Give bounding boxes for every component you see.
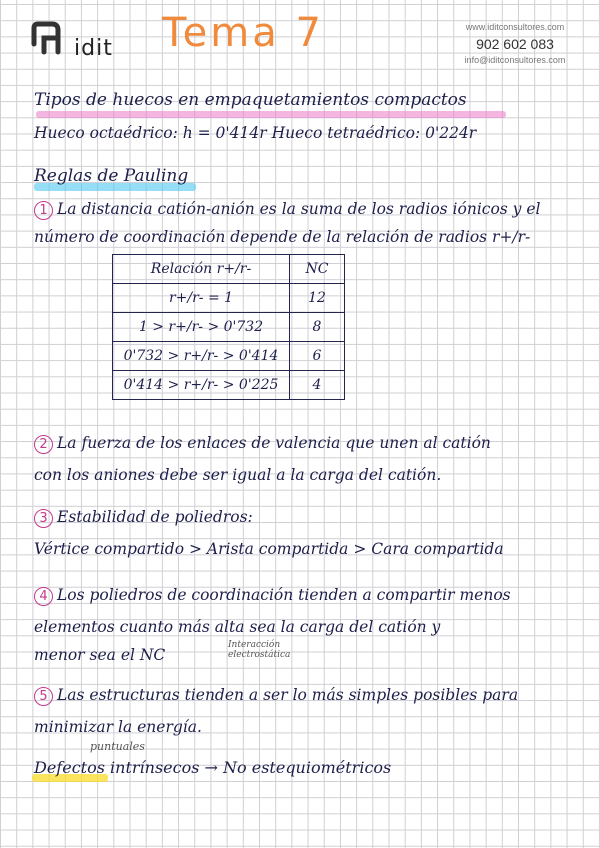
- rule-3: [34, 508, 253, 528]
- note-puntuales: puntuales: [90, 740, 145, 753]
- table-cell-ratio: r+/r- = 1: [113, 284, 290, 313]
- table-row: [113, 284, 345, 313]
- idit-logo: [28, 18, 148, 66]
- word-intrinsecos: intrínsecos: [110, 758, 200, 777]
- rule-2: [34, 434, 491, 454]
- table-header-nc: NC: [290, 255, 345, 284]
- table-cell-nc: 12: [290, 284, 345, 313]
- section-heading-pauling: Reglas de Pauling: [34, 166, 189, 186]
- rule-number-3: 3: [34, 509, 53, 528]
- table-cell-nc: 4: [290, 371, 345, 400]
- section-heading-huecos: Tipos de huecos en empaquetamientos compactos: [34, 90, 467, 110]
- word-defectos: Defectos: [34, 758, 105, 777]
- rule-4-line-1: Los poliedros de coordinación tienden a compartir menos: [57, 586, 511, 604]
- page-title: Tema 7: [162, 10, 324, 56]
- logo-text: idit: [74, 36, 113, 61]
- rule-5: [34, 686, 518, 706]
- rule-3-line-2: Vértice compartido > Arista compartida > Cara compartida: [34, 540, 504, 558]
- table-cell-nc: 6: [290, 342, 345, 371]
- contact-phone: 902 602 083: [476, 36, 554, 52]
- table-header-row: [113, 255, 345, 284]
- rule-4-line-2: elementos cuanto más alta sea la carga del catión y: [34, 618, 441, 636]
- table-row: [113, 313, 345, 342]
- table-cell-ratio: 0'732 > r+/r- > 0'414: [113, 342, 290, 371]
- contact-web: www.iditconsultores.com: [465, 22, 565, 32]
- rule-number-1: 1: [34, 201, 53, 220]
- word-no-estequiometricos: No estequiométricos: [223, 758, 392, 777]
- rule-4: [34, 586, 511, 606]
- table-header-ratio: Relación r+/r-: [113, 255, 290, 284]
- rule-5-line-1: Las estructuras tienden a ser lo más simples posibles para: [57, 686, 519, 704]
- rule-1-line-1: La distancia catión-anión es la suma de los radios iónicos y el: [57, 200, 541, 218]
- rule-2-line-2: con los aniones debe ser igual a la carga del catión.: [34, 466, 442, 484]
- rule-5-line-2: minimizar la energía.: [34, 718, 202, 736]
- huecos-line: Hueco octaédrico: h = 0'414r Hueco tetraédrico: 0'224r: [34, 124, 477, 142]
- radius-ratio-table: [112, 254, 345, 400]
- rule-number-5: 5: [34, 687, 53, 706]
- table-cell-ratio: 0'414 > r+/r- > 0'225: [113, 371, 290, 400]
- rule-3-line-1: Estabilidad de poliedros:: [57, 508, 253, 526]
- rule-1-line-2: número de coordinación depende de la relación de radios r+/r-: [34, 228, 531, 246]
- rule-1: [34, 200, 541, 220]
- rule-2-line-1: La fuerza de los enlaces de valencia que unen al catión: [57, 434, 491, 452]
- rule-number-2: 2: [34, 435, 53, 454]
- heading-highlight: [36, 111, 506, 118]
- contact-block: [440, 22, 590, 65]
- contact-email: info@iditconsultores.com: [464, 55, 566, 65]
- rule-4-line-3: menor sea el NC: [34, 646, 166, 664]
- rule-number-4: 4: [34, 587, 53, 606]
- table-row: [113, 342, 345, 371]
- idit-logo-mark: [28, 18, 68, 58]
- arrow-icon: →: [204, 758, 218, 777]
- table-row: [113, 371, 345, 400]
- defects-line: [34, 758, 391, 777]
- table-cell-nc: 8: [290, 313, 345, 342]
- table-cell-ratio: 1 > r+/r- > 0'732: [113, 313, 290, 342]
- rule-4-note: Interacción electrostática: [228, 640, 291, 660]
